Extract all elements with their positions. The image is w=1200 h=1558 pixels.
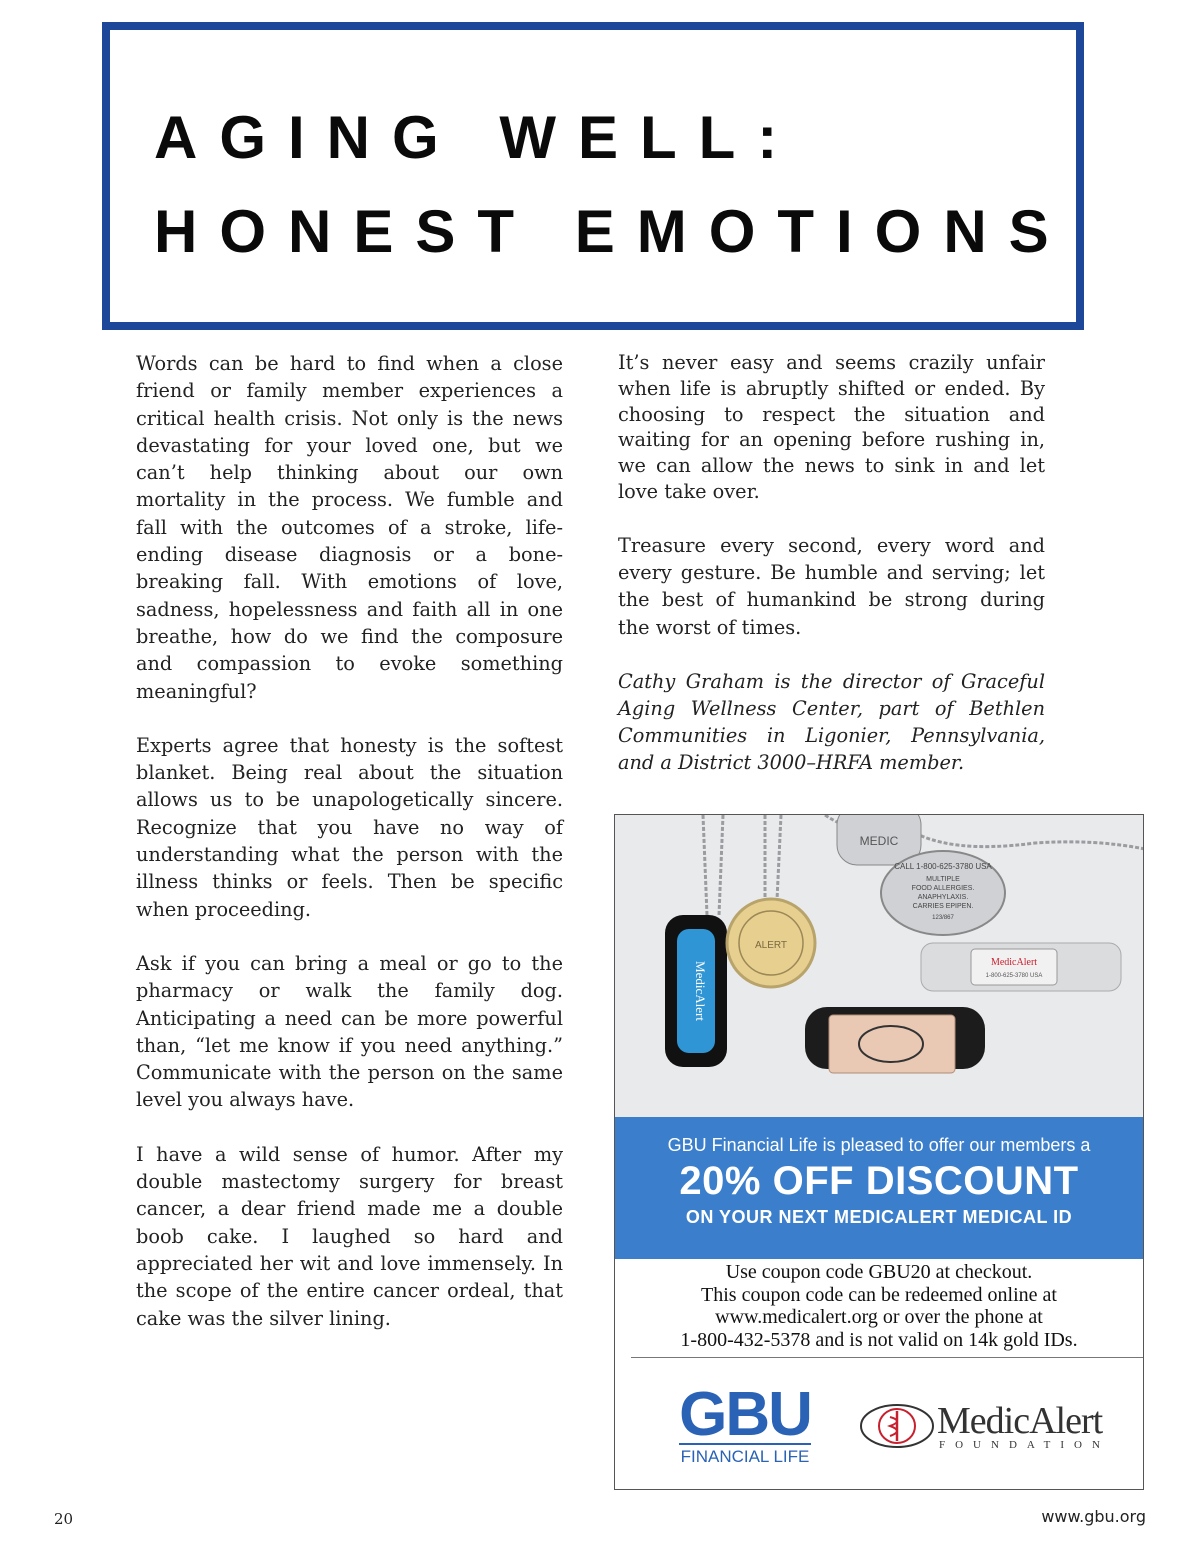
product-illustration: [615, 815, 1144, 1117]
paragraph: Experts agree that honesty is the softest blanket. Being real about the situation allows us to be unapologetically sincere. Recognize that you have no way of understanding what the person with the illness thinks or feels. Then be specific when proceeding.: [136, 733, 563, 921]
silicone-bracelet: [805, 1007, 985, 1073]
title-line-1: AGING WELL:: [154, 104, 800, 171]
svg-text:ALERT: ALERT: [754, 940, 788, 951]
svg-text:MULTIPLE: MULTIPLE: [926, 876, 960, 883]
paragraph: I have a wild sense of humor. After my double mastectomy surgery for breast cancer, a dear friend made me a double boob cake. I laughed so hard and appreciated her wit and love immensely. In the scope of the entire cancer ordeal, that cake was the silver lining.: [136, 1142, 563, 1330]
svg-text:123/867: 123/867: [932, 915, 954, 921]
paragraph: Treasure every second, every word and every gesture. Be humble and serving; let the best of humankind be strong during the worst of times.: [618, 533, 1045, 639]
coupon-line: Use coupon code GBU20 at checkout.: [725, 1261, 1033, 1283]
svg-text:ANAPHYLAXIS.: ANAPHYLAXIS.: [917, 894, 969, 901]
gbu-logo-subtitle: FINANCIAL LIFE: [679, 1443, 811, 1467]
svg-text:CALL 1-800-625-3780 USA: CALL 1-800-625-3780 USA: [894, 862, 992, 871]
blue-dog-tag: [665, 915, 727, 1067]
svg-text:FOOD ALLERGIES.: FOOD ALLERGIES.: [911, 885, 975, 892]
medicalert-emblem-icon: [859, 1401, 935, 1451]
discount-banner: [615, 1117, 1143, 1259]
medicalert-logo: [859, 1397, 1119, 1457]
coupon-line: 1-800-432-5378 and is not valid on 14k gold IDs.: [680, 1328, 1078, 1351]
svg-text:MedicAlert: MedicAlert: [990, 957, 1038, 968]
gold-pendant: [727, 899, 815, 987]
page-number: 20: [54, 1510, 74, 1528]
svg-text:1-800-625-3780 USA: 1-800-625-3780 USA: [985, 973, 1043, 979]
product-photo: [615, 815, 1143, 1117]
svg-text:MedicAlert: MedicAlert: [693, 961, 708, 1021]
website-link[interactable]: www.gbu.org: [1041, 1507, 1146, 1526]
paragraph: Ask if you can bring a meal or go to the pharmacy or walk the family dog. Anticipating a need can be more powerful than, “let me know if you need anything.” Communicate with the person on the same level you always have.: [136, 951, 563, 1112]
article-column-right: [618, 350, 1045, 803]
gbu-logo: [679, 1380, 811, 1467]
medicalert-wordmark: MedicAlert: [937, 1400, 1103, 1442]
coupon-line: This coupon code can be redeemed online at: [701, 1283, 1057, 1306]
coupon-line: www.medicalert.org or over the phone at: [715, 1306, 1043, 1328]
banner-headline: 20% OFF DISCOUNT: [679, 1159, 1079, 1203]
medicalert-foundation: FOUNDATION: [939, 1439, 1110, 1451]
coupon-text: [615, 1261, 1143, 1351]
gbu-logo-mark: GBU: [679, 1380, 811, 1449]
svg-text:CARRIES EPIPEN.: CARRIES EPIPEN.: [912, 903, 974, 910]
title-box: [102, 22, 1084, 330]
banner-intro: GBU Financial Life is pleased to offer our members a: [667, 1135, 1091, 1155]
mesh-bracelet: [921, 943, 1121, 991]
paragraph: Words can be hard to find when a close friend or family member experiences a critical health crisis. Not only is the news devastating for your loved one, but we can’t help thinking about our own mortality in the process. We fumble and fall with the outcomes of a stroke, life-ending disease diagnosis or a bone-breaking fall. With emotions of love, sadness, hopelessness and faith all in one breathe, how do we find the composure and compassion to evoke something meaningful?: [136, 352, 563, 703]
title-line-2: HONEST EMOTIONS: [154, 198, 1071, 265]
article-column-left: [136, 350, 563, 1359]
engraved-oval-tag: [881, 851, 1005, 935]
divider: [631, 1357, 1143, 1358]
svg-text:MEDIC: MEDIC: [859, 834, 899, 848]
author-bio: Cathy Graham is the director of Graceful Aging Wellness Center, part of Bethlen Communities in Ligonier, Pennsylvania, and a District 3000–HRFA member.: [618, 669, 1045, 774]
banner-subheadline: ON YOUR NEXT MEDICALERT MEDICAL ID: [685, 1207, 1073, 1227]
medicalert-ad[interactable]: [614, 814, 1144, 1490]
paragraph: It’s never easy and seems crazily unfair when life is abruptly shifted or ended. By choosing to respect the situation and waiting for an opening before rushing in, we can allow the news to sink in and let love take over.: [618, 351, 1045, 503]
